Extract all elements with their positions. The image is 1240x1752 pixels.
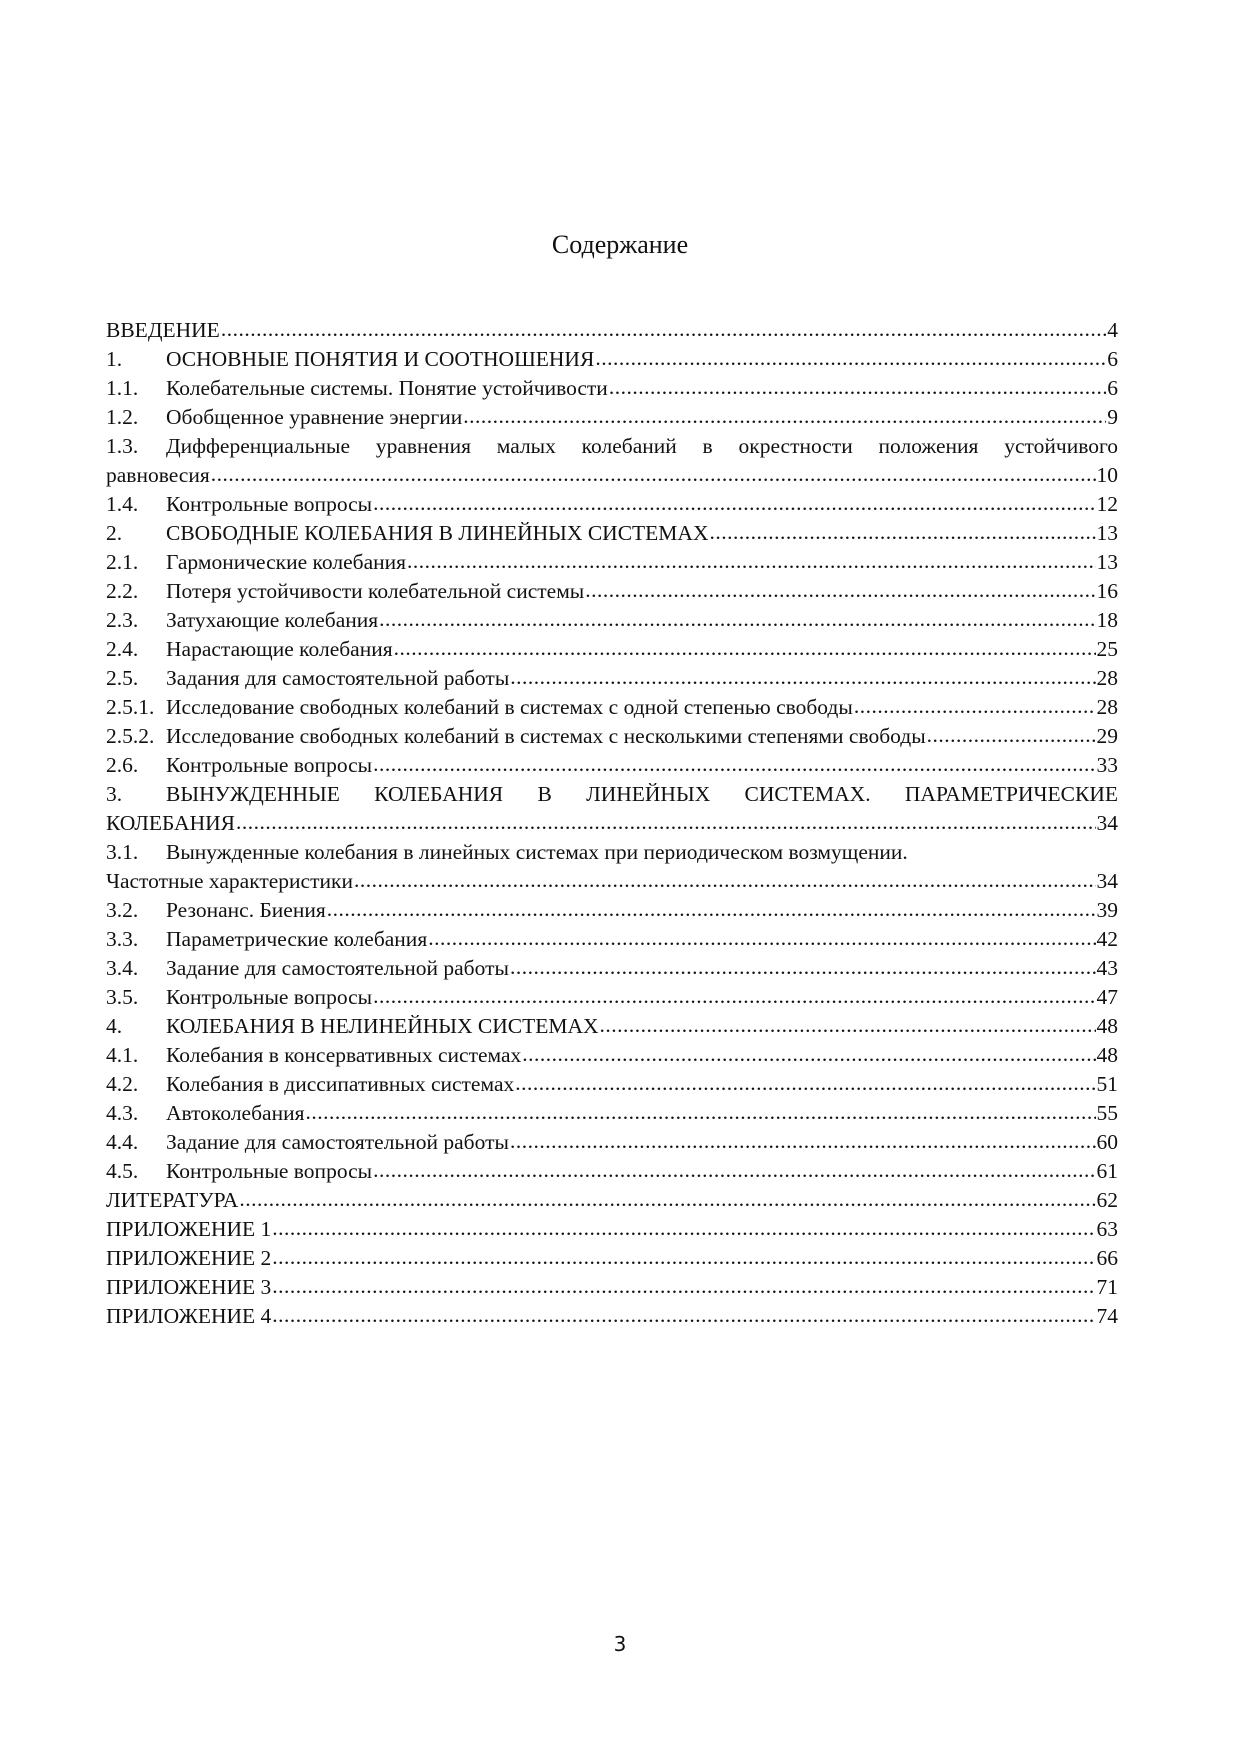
toc-entry-title: Потеря устойчивости колебательной системы — [166, 579, 585, 603]
toc-entry-section-1[interactable] — [106, 345, 1118, 374]
toc-entry-title: Гармонические колебания — [166, 550, 407, 574]
toc-entry-number: 4.2. — [106, 1072, 139, 1096]
toc-entry-page: 48 — [1096, 1043, 1118, 1067]
toc-entry-section-4-5[interactable] — [106, 1157, 1118, 1186]
dot-leader — [854, 692, 1096, 721]
toc-entry-title: Обобщенное уравнение энергии — [166, 405, 463, 429]
toc-entry-title: ЛИТЕРАТУРА — [106, 1188, 239, 1212]
dot-leader — [379, 605, 1095, 634]
toc-entry-number: 2.1. — [106, 550, 139, 574]
toc-entry-number: 4.1. — [106, 1043, 139, 1067]
toc-entry-title: Задание для самостоятельной работы — [166, 956, 509, 980]
toc-entry-number: 2. — [106, 521, 123, 545]
toc-entry-number: 4.3. — [106, 1101, 139, 1125]
toc-entry-section-1-3[interactable] — [106, 432, 1118, 461]
toc-entry-number: 2.6. — [106, 753, 139, 777]
dot-leader — [236, 808, 1096, 837]
page-title: Содержание — [551, 230, 689, 259]
dot-leader — [239, 1185, 1095, 1214]
toc-entry-page: 60 — [1096, 1130, 1118, 1154]
toc-entry-section-2-3[interactable] — [106, 606, 1118, 635]
toc-entry-number: 3.2. — [106, 898, 139, 922]
toc-entry-section-2-2[interactable] — [106, 577, 1118, 606]
dot-leader — [510, 663, 1095, 692]
dot-leader — [510, 953, 1096, 982]
toc-entry-appendix-3[interactable] — [106, 1273, 1118, 1302]
dot-leader — [373, 982, 1095, 1011]
toc-entry-section-2[interactable] — [106, 519, 1118, 548]
toc-entry-number: 2.2. — [106, 579, 139, 603]
toc-entry-page: 39 — [1096, 898, 1118, 922]
toc-entry-number: 4.4. — [106, 1130, 139, 1154]
toc-entry-number: 3. — [106, 782, 123, 806]
dot-leader — [354, 866, 1096, 895]
toc-entry-appendix-4[interactable] — [106, 1302, 1118, 1331]
toc-entry-page: 42 — [1096, 927, 1118, 951]
toc-entry-section-4-1[interactable] — [106, 1041, 1118, 1070]
toc-entry-section-2-5[interactable] — [106, 664, 1118, 693]
toc-entry-title: Контрольные вопросы — [166, 753, 373, 777]
toc-entry-section-2-6[interactable] — [106, 751, 1118, 780]
toc-entry-title: Колебательные системы. Понятие устойчивости — [166, 376, 608, 400]
toc-entry-page: 74 — [1096, 1304, 1118, 1328]
toc-entry-title: Параметрические колебания — [166, 927, 428, 951]
dot-leader — [522, 1040, 1095, 1069]
toc-entry-title: ПРИЛОЖЕНИЕ 2 — [106, 1246, 272, 1270]
toc-entry-section-4-3[interactable] — [106, 1099, 1118, 1128]
toc-entry-number: 1.1. — [106, 376, 139, 400]
toc-entry-section-3-1[interactable] — [106, 838, 1118, 867]
dot-leader — [600, 1011, 1096, 1040]
toc-entry-number: 1.4. — [106, 492, 139, 516]
toc-entry-appendix-1[interactable] — [106, 1215, 1118, 1244]
toc-entry-number: 2.3. — [106, 608, 139, 632]
toc-entry-title: ВВЕДЕНИЕ — [106, 318, 220, 342]
toc-entry-number: 2.5.1. — [106, 695, 155, 719]
toc-entry-page: 28 — [1096, 666, 1118, 690]
toc-entry-section-4-2[interactable] — [106, 1070, 1118, 1099]
toc-entry-title: Вынужденные колебания в линейных системах при периодическом возмущении. — [166, 840, 908, 864]
toc-entry-page: 63 — [1096, 1217, 1118, 1241]
toc-entry-page: 6 — [1107, 376, 1118, 400]
toc-entry-page: 16 — [1096, 579, 1118, 603]
toc-entry-page: 61 — [1096, 1159, 1118, 1183]
dot-leader — [709, 518, 1095, 547]
toc-entry-appendix-2[interactable] — [106, 1244, 1118, 1273]
toc-entry-title: ПРИЛОЖЕНИЕ 3 — [106, 1275, 272, 1299]
toc-entry-title: Затухающие колебания — [166, 608, 379, 632]
dot-leader — [373, 489, 1095, 518]
toc-entry-section-3-continued[interactable] — [106, 809, 1118, 838]
toc-entry-page: 18 — [1096, 608, 1118, 632]
page-number: 3 — [613, 1632, 627, 1656]
dot-leader — [272, 1243, 1095, 1272]
toc-entry-section-2-5-1[interactable] — [106, 693, 1118, 722]
toc-entry-number: 3.1. — [106, 840, 139, 864]
toc-entry-title: равновесия — [106, 463, 210, 487]
toc-entry-page: 43 — [1096, 956, 1118, 980]
toc-entry-number: 3.4. — [106, 956, 139, 980]
toc-entry-page: 48 — [1096, 1014, 1118, 1038]
toc-entry-title: Задание для самостоятельной работы — [166, 1130, 509, 1154]
toc-entry-page: 6 — [1107, 347, 1118, 371]
dot-leader — [272, 1301, 1095, 1330]
toc-entry-number: 3.3. — [106, 927, 139, 951]
dot-leader — [394, 634, 1096, 663]
toc-entry-section-1-4[interactable] — [106, 490, 1118, 519]
toc-entry-page: 71 — [1096, 1275, 1118, 1299]
toc-entry-page: 66 — [1096, 1246, 1118, 1270]
toc-entry-title: Резонанс. Биения — [166, 898, 326, 922]
toc-entry-title: Нарастающие колебания — [166, 637, 393, 661]
toc-entry-section-1-2[interactable] — [106, 403, 1118, 432]
dot-leader — [515, 1069, 1095, 1098]
toc-entry-section-3[interactable] — [106, 780, 1118, 809]
toc-entry-page: 34 — [1096, 869, 1118, 893]
toc-entry-section-3-1-continued[interactable] — [106, 867, 1118, 896]
toc-entry-section-4-4[interactable] — [106, 1128, 1118, 1157]
toc-entry-title: ВЫНУЖДЕННЫЕ КОЛЕБАНИЯ В ЛИНЕЙНЫХ СИСТЕМАХ. ПАРАМЕТРИЧЕСКИЕ — [166, 782, 1118, 806]
toc-entry-section-4[interactable] — [106, 1012, 1118, 1041]
toc-entry-page: 28 — [1096, 695, 1118, 719]
toc-entry-section-3-4[interactable] — [106, 954, 1118, 983]
toc-entry-title: Автоколебания — [166, 1101, 305, 1125]
toc-entry-number: 2.5.2. — [106, 724, 155, 748]
toc-entry-page: 55 — [1096, 1101, 1118, 1125]
toc-entry-section-1-1[interactable] — [106, 374, 1118, 403]
toc-entry-page: 33 — [1096, 753, 1118, 777]
table-of-contents — [106, 316, 1118, 1331]
toc-entry-page: 9 — [1107, 405, 1118, 429]
toc-entry-title: Исследование свободных колебаний в системах с несколькими степенями свободы — [166, 724, 926, 748]
dot-leader — [211, 460, 1096, 489]
toc-entry-page: 62 — [1096, 1188, 1118, 1212]
toc-entry-section-3-3[interactable] — [106, 925, 1118, 954]
dot-leader — [463, 402, 1106, 431]
toc-entry-page: 25 — [1096, 637, 1118, 661]
toc-entry-number: 2.4. — [106, 637, 139, 661]
toc-entry-page: 13 — [1096, 521, 1118, 545]
toc-entry-title: КОЛЕБАНИЯ В НЕЛИНЕЙНЫХ СИСТЕМАХ — [166, 1014, 599, 1038]
toc-entry-page: 34 — [1096, 811, 1118, 835]
toc-entry-number: 4.5. — [106, 1159, 139, 1183]
toc-entry-page: 10 — [1096, 463, 1118, 487]
dot-leader — [373, 1156, 1095, 1185]
toc-entry-section-2-4[interactable] — [106, 635, 1118, 664]
toc-entry-page: 4 — [1107, 318, 1118, 342]
toc-entry-number: 3.5. — [106, 985, 139, 1009]
toc-entry-title: ПРИЛОЖЕНИЕ 4 — [106, 1304, 272, 1328]
dot-leader — [272, 1214, 1095, 1243]
dot-leader — [510, 1127, 1096, 1156]
toc-entry-title: Контрольные вопросы — [166, 985, 373, 1009]
toc-entry-title: ОСНОВНЫЕ ПОНЯТИЯ И СООТНОШЕНИЯ — [166, 347, 595, 371]
toc-entry-title: Исследование свободных колебаний в системах с одной степенью свободы — [166, 695, 853, 719]
toc-entry-page: 12 — [1096, 492, 1118, 516]
toc-entry-title: Задания для самостоятельной работы — [166, 666, 510, 690]
dot-leader — [305, 1098, 1095, 1127]
toc-entry-title: Колебания в диссипативных системах — [166, 1072, 515, 1096]
toc-entry-section-1-3-continued[interactable] — [106, 461, 1118, 490]
toc-entry-title: СВОБОДНЫЕ КОЛЕБАНИЯ В ЛИНЕЙНЫХ СИСТЕМАХ — [166, 521, 709, 545]
toc-entry-title: Частотные характеристики — [106, 869, 353, 893]
toc-entry-title: Контрольные вопросы — [166, 1159, 373, 1183]
toc-entry-number: 1.3. — [106, 434, 139, 458]
dot-leader — [407, 547, 1095, 576]
toc-entry-page: 29 — [1096, 724, 1118, 748]
dot-leader — [327, 895, 1096, 924]
toc-entry-page: 13 — [1096, 550, 1118, 574]
toc-entry-literature[interactable] — [106, 1186, 1118, 1215]
toc-entry-title: Колебания в консервативных системах — [166, 1043, 522, 1067]
toc-entry-title: КОЛЕБАНИЯ — [106, 811, 235, 835]
dot-leader — [428, 924, 1095, 953]
dot-leader — [927, 721, 1096, 750]
toc-entry-section-3-5[interactable] — [106, 983, 1118, 1012]
toc-entry-section-2-1[interactable] — [106, 548, 1118, 577]
dot-leader — [221, 315, 1106, 344]
toc-entry-introduction[interactable] — [106, 316, 1118, 345]
toc-entry-page: 51 — [1096, 1072, 1118, 1096]
toc-entry-title: Контрольные вопросы — [166, 492, 373, 516]
dot-leader — [373, 750, 1095, 779]
toc-entry-title: ПРИЛОЖЕНИЕ 1 — [106, 1217, 272, 1241]
toc-entry-section-2-5-2[interactable] — [106, 722, 1118, 751]
dot-leader — [272, 1272, 1095, 1301]
dot-leader — [595, 344, 1106, 373]
toc-entry-number: 1. — [106, 347, 123, 371]
toc-entry-page: 47 — [1096, 985, 1118, 1009]
toc-entry-number: 4. — [106, 1014, 123, 1038]
dot-leader — [609, 373, 1106, 402]
toc-entry-number: 1.2. — [106, 405, 139, 429]
toc-entry-number: 2.5. — [106, 666, 139, 690]
toc-entry-title: Дифференциальные уравнения малых колебаний в окрестности положения устойчивого — [166, 434, 1118, 458]
dot-leader — [585, 576, 1095, 605]
toc-entry-section-3-2[interactable] — [106, 896, 1118, 925]
